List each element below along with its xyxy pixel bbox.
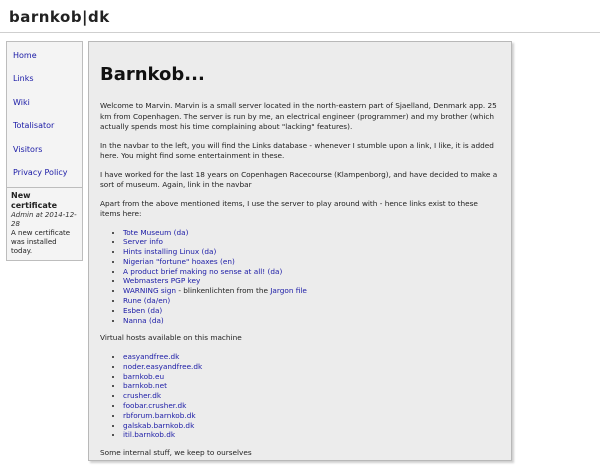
nav-home-link[interactable]: Home (13, 51, 37, 60)
list-item (123, 286, 500, 296)
list-item (123, 411, 500, 421)
nav-links-link[interactable]: Links (13, 74, 34, 84)
list-item (123, 362, 500, 372)
news-title: New certificate (11, 191, 57, 210)
list-item (123, 237, 500, 247)
jargon-file-link[interactable]: Jargon file (270, 286, 307, 296)
vhost-link[interactable]: itil.barnkob.dk (123, 430, 176, 440)
list-item (123, 401, 500, 411)
nav-privacy-policy-link[interactable]: Privacy Policy (13, 167, 68, 177)
rune-link[interactable]: Rune (da/en) (123, 296, 171, 306)
list-item (123, 430, 500, 440)
header-divider (0, 32, 600, 33)
nigerian-hoaxes-link[interactable]: Nigerian "fortune" hoaxes (en) (123, 256, 235, 266)
vhost-link[interactable]: crusher.dk (123, 391, 162, 401)
vhost-link[interactable]: barnkob.eu (123, 371, 165, 381)
vhost-link[interactable]: easyandfree.dk (123, 351, 180, 361)
vhosts-list (100, 352, 500, 440)
vhost-link[interactable]: noder.easyandfree.dk (123, 361, 203, 371)
list-item (123, 372, 500, 382)
list-item (123, 257, 500, 267)
internal-note: Some internal stuff, we keep to ourselves (100, 448, 252, 458)
vhost-link[interactable]: rbforum.barnkob.dk (123, 410, 196, 420)
list-item (123, 247, 500, 257)
racecourse-paragraph: I have worked for the last 18 years on Copenhagen Racecourse (Klampenborg), and have decided to make a sort of museum. Again, link in the navbar (100, 169, 498, 189)
tote-museum-link[interactable]: Tote Museum (da) (123, 227, 189, 237)
intro-paragraph: Welcome to Marvin. Marvin is a small server located in the north-eastern part of Sjaelland, Denmark app. 25 km from Copenhagen. The server is run by me, an electrical engineer (programmer) and my brother (which actually spends most his time complaining about "lacking" features). (100, 101, 497, 131)
sidebar-nav (6, 41, 83, 189)
site-title: barnkob|dk (9, 8, 110, 26)
warning-sign-text: - blinkenlichten from the (176, 286, 271, 296)
list-item (123, 352, 500, 362)
pgp-key-link[interactable]: Webmasters PGP key (123, 276, 201, 286)
nav-wiki-link[interactable]: Wiki (13, 97, 30, 107)
vhost-link[interactable]: barnkob.net (123, 381, 167, 391)
list-item (123, 391, 500, 401)
main-content (88, 41, 512, 461)
nav-totalisator-link[interactable]: Totalisator (13, 121, 55, 131)
esben-link[interactable]: Esben (da) (123, 305, 163, 315)
page-title: Barnkob... (100, 64, 205, 85)
vhost-link[interactable]: foobar.crusher.dk (123, 400, 187, 410)
warning-sign-link[interactable]: WARNING sign (123, 286, 177, 296)
vhosts-intro: Virtual hosts available on this machine (100, 333, 242, 343)
list-item (123, 421, 500, 431)
nanna-link[interactable]: Nanna (da) (123, 315, 164, 325)
list-item (123, 276, 500, 286)
list-item (123, 296, 500, 306)
server-info-link[interactable]: Server info (123, 237, 163, 247)
nav-visitors-link[interactable]: Visitors (13, 144, 43, 154)
news-body: A new certificate was installed today. (11, 229, 71, 255)
list-item (123, 306, 500, 316)
items-list (100, 228, 500, 326)
list-item (123, 316, 500, 326)
product-brief-link[interactable]: A product brief making no sense at all! (da) (123, 266, 283, 276)
news-meta: Admin at 2014-12-28 (11, 211, 77, 228)
vhost-link[interactable]: galskab.barnkob.dk (123, 420, 195, 430)
list-item (123, 381, 500, 391)
list-item (123, 267, 500, 277)
links-paragraph: In the navbar to the left, you will find the Links database - whenever I stumble upon a link, I like, it is added here. You might find some entertainment in these. (100, 140, 494, 160)
news-box (6, 187, 83, 261)
list-item (123, 228, 500, 238)
items-intro-paragraph: Apart from the above mentioned items, I use the server to play around with - hence links exist to these items here: (100, 198, 478, 218)
linux-hints-link[interactable]: Hints installing Linux (da) (123, 247, 217, 257)
